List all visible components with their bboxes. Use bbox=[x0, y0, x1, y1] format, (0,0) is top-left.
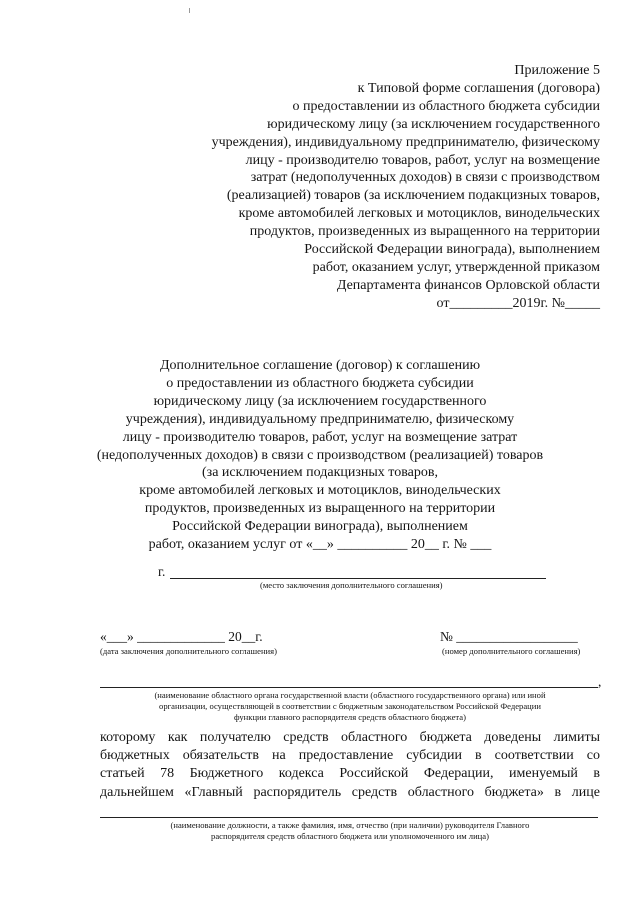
appendix-line: Департамента финансов Орловской области bbox=[336, 277, 600, 293]
title-line: работ, оказанием услуг от «__» __________ 20__ г. № ___ bbox=[148, 537, 492, 553]
appendix-line: лицу - производителю товаров, работ, услуг на возмещение bbox=[245, 152, 600, 168]
date-caption: (дата заключения дополнительного соглашения) bbox=[100, 646, 277, 656]
official-caption bbox=[100, 820, 600, 842]
appendix-line: от_________2019г. №_____ bbox=[436, 295, 600, 311]
appendix-line: Приложение 5 bbox=[514, 63, 600, 78]
appendix-line: Российской Федерации винограда), выполнением bbox=[304, 242, 600, 258]
official-blank-line[interactable] bbox=[100, 817, 598, 818]
org-trailing-comma: , bbox=[598, 674, 602, 689]
org-caption bbox=[100, 690, 600, 723]
appendix-line: кроме автомобилей легковых и мотоциклов, винодельческих bbox=[238, 206, 600, 222]
place-blank-line[interactable] bbox=[170, 578, 546, 579]
number-field[interactable]: № __________________ bbox=[440, 629, 578, 644]
place-prefix: г. bbox=[158, 564, 166, 579]
org-blank-line[interactable] bbox=[100, 687, 598, 688]
title-line: (недополученных доходов) в связи с производством (реализацией) товаров bbox=[96, 447, 544, 463]
title-line: юридическому лицу (за исключением государственного bbox=[153, 393, 487, 409]
body-line: статьей 78 Бюджетного кодекса Российской Федерации, именуемый в bbox=[100, 766, 600, 782]
date-field[interactable]: «___» _____________ 20__г. bbox=[100, 629, 263, 644]
body-line: дальнейшем «Главный распорядитель средств областного бюджета» в лице bbox=[100, 784, 600, 800]
org-caption-line: функции главного распорядителя средств областного бюджета) bbox=[234, 712, 466, 722]
appendix-line: учреждения), индивидуальному предпринимателю, физическому bbox=[211, 134, 600, 150]
body-line: бюджетных обязательств на предоставление субсидии в соответствии со bbox=[100, 748, 600, 764]
appendix-line: о предоставлении из областного бюджета субсидии bbox=[292, 98, 600, 114]
title-line: лицу - производителю товаров, работ, услуг на возмещение затрат bbox=[122, 429, 518, 445]
title-line: кроме автомобилей легковых и мотоциклов, винодельческих bbox=[139, 483, 501, 499]
appendix-line: к Типовой форме соглашения (договора) bbox=[357, 80, 600, 96]
org-caption-line: организации, осуществляющей в соответствии с бюджетным законодательством Российской Федерации bbox=[159, 701, 541, 711]
title-line: Российской Федерации винограда), выполнением bbox=[172, 519, 468, 535]
org-caption-line: (наименование областного органа государственной власти (областного государственного органа) или иной bbox=[154, 690, 546, 700]
appendix-header bbox=[170, 62, 600, 313]
body-paragraph bbox=[100, 729, 600, 802]
number-caption: (номер дополнительного соглашения) bbox=[442, 646, 581, 656]
body-line: которому как получателю средств областного бюджета доведены лимиты bbox=[100, 730, 600, 745]
appendix-line: (реализацией) товаров (за исключением подакцизных товаров, bbox=[226, 188, 600, 204]
document-title bbox=[60, 357, 580, 554]
appendix-line: работ, оказанием услуг, утвержденной приказом bbox=[312, 259, 600, 275]
title-line: о предоставлении из областного бюджета субсидии bbox=[166, 375, 474, 391]
title-line: Дополнительное соглашение (договор) к соглашению bbox=[159, 358, 481, 373]
appendix-line: затрат (недополученных доходов) в связи с производством bbox=[250, 170, 600, 186]
appendix-line: юридическому лицу (за исключением государственного bbox=[267, 116, 600, 132]
place-caption: (место заключения дополнительного соглашения) bbox=[260, 580, 443, 590]
title-line: продуктов, произведенных из выращенного на территории bbox=[144, 501, 496, 517]
title-line: (за исключением подакцизных товаров, bbox=[202, 465, 438, 481]
official-caption-line: распорядителя средств областного бюджета или уполномоченного им лица) bbox=[211, 831, 489, 841]
scan-mark bbox=[189, 8, 190, 13]
appendix-line: продуктов, произведенных из выращенного на территории bbox=[249, 224, 600, 240]
official-caption-line: (наименование должности, а также фамилия, имя, отчество (при наличии) руководителя Главного bbox=[170, 820, 530, 830]
title-line: учреждения), индивидуальному предпринимателю, физическому bbox=[125, 411, 515, 427]
